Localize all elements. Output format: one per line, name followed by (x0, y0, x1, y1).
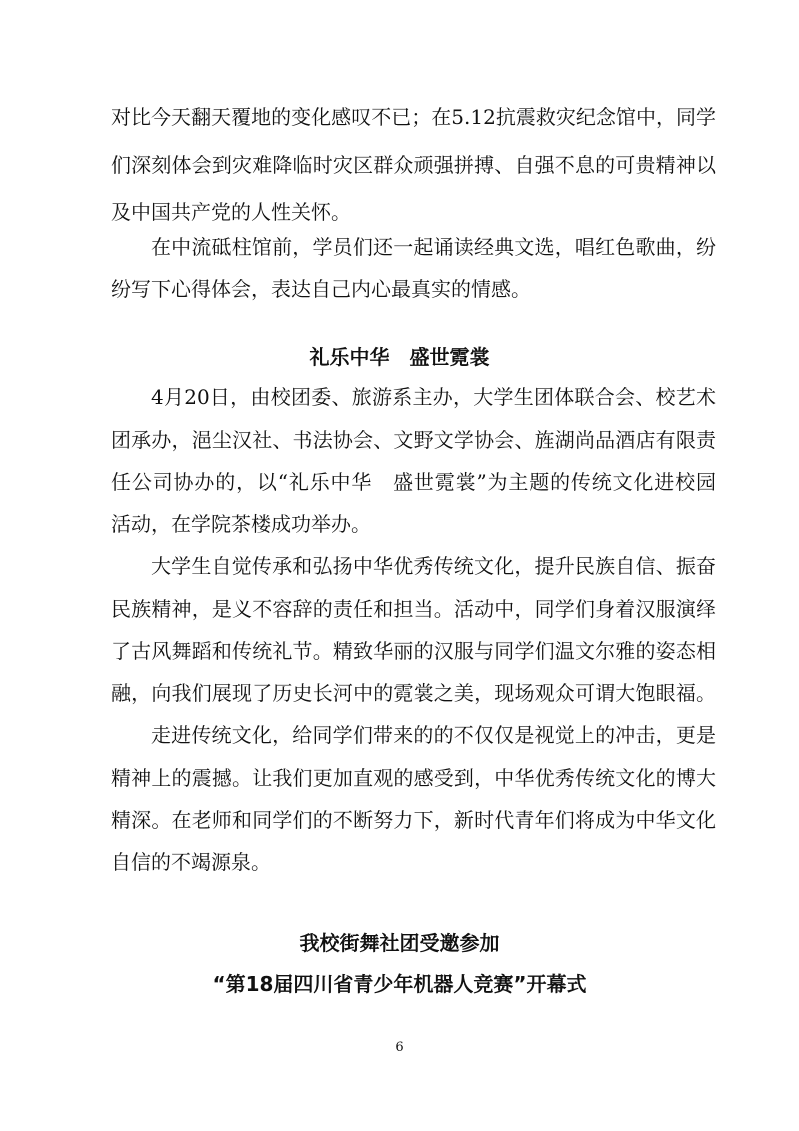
text-line: 及中国共产党的人性关怀。 (111, 200, 351, 224)
text-line: 活动，在学院茶楼成功举办。 (111, 512, 371, 536)
text-line: 在中流砥柱馆前，学员们还一起诵读经典文选，唱红色歌曲，纷 (151, 235, 716, 259)
text-line: 自信的不竭源泉。 (111, 850, 271, 874)
text-line: 大学生自觉传承和弘扬中华优秀传统文化，提升民族自信、振奋 (151, 554, 716, 578)
text-line: 对比今天翻天覆地的变化感叹不已；在5.12抗震救灾纪念馆中，同学 (111, 105, 716, 129)
text-line: 任公司协办的，以“礼乐中华 盛世霓裳”为主题的传统文化进校园 (111, 470, 716, 494)
section-heading: 我校街舞社团受邀参加 (299, 931, 500, 955)
section-heading: “第18届四川省青少年机器人竞赛”开幕式 (212, 972, 587, 996)
page-number: 6 (395, 1040, 404, 1055)
text-line: 纷写下心得体会，表达自己内心最真实的情感。 (111, 277, 531, 301)
text-line: 精深。在老师和同学们的不断努力下，新时代青年们将成为中华文化 (111, 808, 716, 832)
text-line: 4月20日，由校团委、旅游系主办，大学生团体联合会、校艺术 (151, 385, 716, 409)
text-line: 走进传统文化，给同学们带来的的不仅仅是视觉上的冲击，更是 (151, 723, 716, 747)
text-line: 了古风舞蹈和传统礼节。精致华丽的汉服与同学们温文尔雅的姿态相 (111, 639, 716, 663)
text-line: 精神上的震撼。让我们更加直观的感受到，中华优秀传统文化的博大 (111, 766, 716, 790)
text-line: 团承办，浥尘汉社、书法协会、文野文学协会、旌湖尚品酒店有限责 (111, 428, 716, 452)
text-line: 融，向我们展现了历史长河中的霓裳之美，现场观众可谓大饱眼福。 (111, 681, 716, 705)
text-line: 民族精神，是义不容辞的责任和担当。活动中，同学们身着汉服演绎 (111, 597, 716, 621)
text-line: 们深刻体会到灾难降临时灾区群众顽强拼搏、自强不息的可贵精神以 (111, 153, 716, 177)
section-heading: 礼乐中华 盛世霓裳 (309, 345, 490, 369)
